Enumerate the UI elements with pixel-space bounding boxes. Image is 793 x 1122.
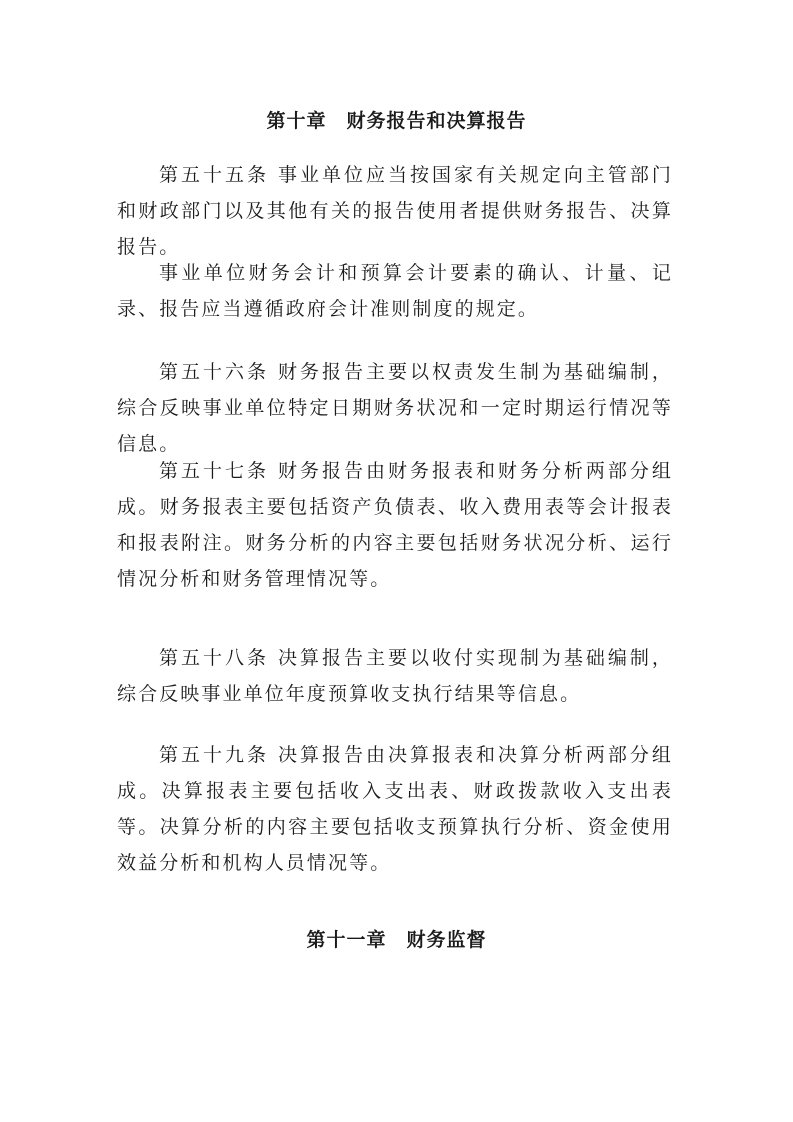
article-59-paragraph: 第五十九条 决算报告由决算报表和决算分析两部分组成。决算报表主要包括收入支出表、财政拨款收入支出表等。决算分析的内容主要包括收支预算执行分析、资金使用效益分析和机构人员情况等。: [117, 744, 673, 874]
article-57-paragraph: 第五十七条 财务报告由财务报表和财务分析两部分组成。财务报表主要包括资产负债表、收入费用表等会计报表和报表附注。财务分析的内容主要包括财务状况分析、运行情况分析和财务管理情况等。: [117, 460, 673, 590]
chapter-10-title: 第十章 财务报告和决算报告: [266, 110, 527, 132]
accounting-elements-paragraph: 事业单位财务会计和预算会计要素的确认、计量、记录、报告应当遵循政府会计准则制度的规定。: [117, 262, 673, 320]
article-56-paragraph: 第五十六条 财务报告主要以权责发生制为基础编制，综合反映事业单位特定日期财务状况和一定时期运行情况等信息。: [117, 361, 673, 455]
chapter-11-title: 第十一章 财务监督: [306, 929, 487, 951]
article-58-paragraph: 第五十八条 决算报告主要以收付实现制为基础编制，综合反映事业单位年度预算收支执行结果等信息。: [117, 647, 673, 705]
article-55-paragraph: 第五十五条 事业单位应当按国家有关规定向主管部门和财政部门以及其他有关的报告使用者提供财务报告、决算报告。: [117, 164, 673, 258]
